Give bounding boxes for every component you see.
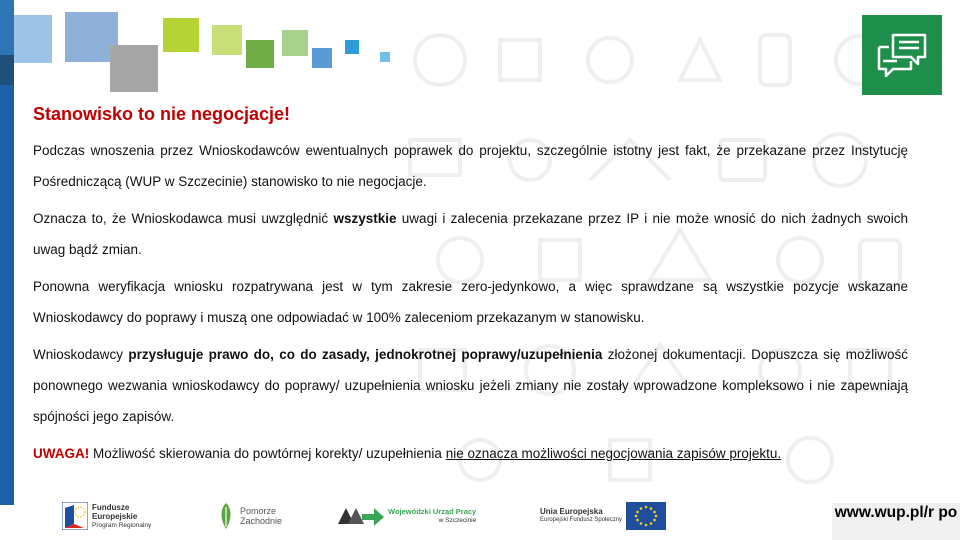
left-stripe-bottom — [0, 85, 14, 505]
paragraph-2-text-a: Oznacza to, że Wnioskodawca musi uwzględnić — [33, 211, 334, 226]
logo-1-line-3: Program Regionalny — [92, 521, 152, 529]
paragraph-2-text-b: uwagi i zalecenia przekazane przez IP i nie może wnosić do nich żadnych swoich uwag bądź zmian. — [33, 211, 908, 257]
deco-square-teal — [312, 48, 332, 68]
warning-label: UWAGA! — [33, 446, 90, 461]
logo-4-line-1: Unia Europejska — [540, 507, 603, 516]
paragraph-2-bold: wszystkie — [333, 211, 397, 226]
logo-1-text — [92, 503, 151, 530]
paragraph-4 — [33, 339, 908, 432]
logo-4-text — [540, 507, 622, 525]
warning-underlined: nie oznacza możliwości negocjowania zapisów projektu. — [445, 446, 782, 461]
paragraph-4-text-a: Wnioskodawcy — [33, 347, 129, 362]
logo-2-line-1: Pomorze — [240, 506, 277, 516]
pomorze-zachodnie-icon — [216, 501, 236, 531]
deco-square-small-blue — [345, 40, 359, 54]
deco-square-lime — [163, 18, 199, 52]
header-icon-box — [862, 15, 942, 95]
logo-pomorze-zachodnie — [216, 500, 282, 532]
paragraph-2 — [33, 203, 908, 265]
paragraph-4-bold: przysługuje prawo do, co do zasady, jednokrotnej poprawy/uzupełnienia — [128, 347, 603, 362]
logo-unia-europejska — [540, 500, 666, 532]
logo-3-text — [388, 507, 476, 525]
logo-1-line-2: Europejskie — [92, 511, 138, 521]
paragraph-1 — [33, 135, 908, 197]
paragraph-3 — [33, 271, 908, 333]
logo-fundusze-europejskie — [62, 500, 151, 532]
paragraph-1-text: Podczas wnoszenia przez Wnioskodawców ewentualnych poprawek do projektu, szczególnie istotny jest fakt, że przekazane przez Instytucję Pośredniczącą (WUP w Szczecinie) stanowisko to nie negocjacje. — [33, 143, 908, 189]
logo-4-line-2: Europejski Fundusz Społeczny — [540, 517, 623, 523]
left-stripe-top — [0, 0, 14, 55]
logo-1-line-1: Fundusze — [92, 502, 130, 512]
deco-square-green-light — [212, 25, 242, 55]
left-stripe-mid — [0, 55, 14, 85]
website-url[interactable]: www.wup.pl/r po — [832, 503, 960, 540]
deco-square-lightblue — [14, 15, 52, 63]
deco-square-green — [246, 40, 274, 68]
content — [33, 100, 908, 475]
wup-arrow-icon — [338, 502, 384, 530]
chat-bubbles-icon — [875, 31, 929, 79]
logo-wup — [338, 500, 476, 532]
deco-square-gray — [110, 45, 158, 92]
warning-paragraph — [33, 438, 908, 469]
logo-3-line-1: Wojewódzki Urząd Pracy — [388, 507, 477, 516]
paragraph-4-text-b: złożonej dokumentacji. Dopuszcza się możliwość ponownego wezwania wnioskodawcy do poprawy/ uzupełnienia wniosku jeżeli zmiany nie zostały wprowadzone kompleksowo i nie zapewniają spójności jego zapisów. — [33, 347, 908, 424]
logo-2-text — [240, 506, 282, 526]
logo-2-line-2: Zachodnie — [240, 516, 283, 526]
logo-3-line-2: w Szczecinie — [438, 517, 477, 524]
paragraph-3-text: Ponowna weryfikacja wniosku rozpatrywana jest w tym zakresie zero-jedynkowo, a więc sprawdzane są wszystkie pozycje wskazane Wnioskodawcy do poprawy i muszą one odpowiadać w 100% zaleceniom przekazanym w stanowisku. — [33, 279, 908, 325]
fundusze-europejskie-icon — [62, 502, 88, 530]
eu-flag-icon — [626, 502, 666, 530]
page-title: Stanowisko to nie negocjacje! — [33, 104, 291, 124]
deco-square-mint — [282, 30, 308, 56]
warning-text: Możliwość skierowania do powtórnej korekty/ uzupełnienia — [89, 446, 446, 461]
